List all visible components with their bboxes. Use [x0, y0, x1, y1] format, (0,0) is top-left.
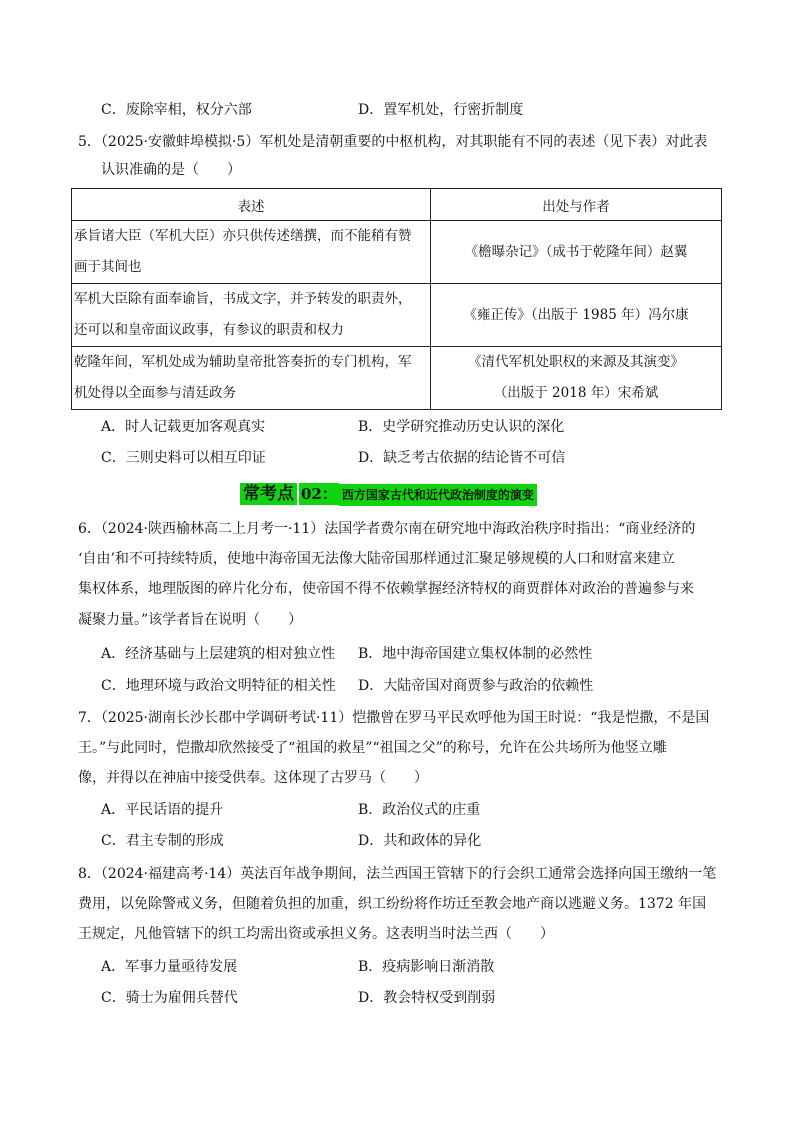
- q6-stem-line3: 集权体系，地理版图的碎片化分布，使帝国不得不依赖掌握经济特权的商贾群体对政治的普遍参与来: [78, 581, 694, 597]
- table-row: [72, 347, 722, 410]
- table-header-row: [72, 189, 722, 221]
- section-heading: [240, 481, 537, 507]
- section-number: 02：: [301, 485, 337, 503]
- option-c-top: C．废除宰相，权分六部: [101, 102, 252, 118]
- option-d-top: D．置军机处，行密折制度: [358, 102, 524, 118]
- table-cell-statement: 军机大臣除有面奉谕旨，书成文字，并予转发的职责外， 还可以和皇帝面议政事，有参议的职责和权力: [72, 284, 431, 347]
- table-cell-statement: 承旨诸大臣（军机大臣）亦只供传述缮撰，而不能稍有赞 画于其间也: [72, 221, 431, 284]
- q5-option-d: D．缺乏考古依据的结论皆不可信: [358, 450, 566, 466]
- q6-stem-line2: ‘自由’和不可持续特质，使地中海帝国无法像大陆帝国那样通过汇聚足够规模的人口和财富来建立: [78, 551, 675, 567]
- q8-option-b: B．疫病影响日渐消散: [358, 959, 495, 975]
- q8-option-d: D．教会特权受到削弱: [358, 990, 496, 1006]
- q8-option-c: C．骑士为雇佣兵替代: [101, 990, 238, 1006]
- q6-stem-line1: 6．（2024·陕西榆林高二上月考一·11）法国学者费尔南在研究地中海政治秩序时指出：“商业经济的: [78, 521, 696, 537]
- table-cell-statement: 乾隆年间，军机处成为辅助皇帝批答奏折的专门机构，军 机处得以全面参与清廷政务: [72, 347, 431, 410]
- q6-option-b: B．地中海帝国建立集权体制的必然性: [358, 646, 593, 662]
- q7-option-a: A．平民话语的提升: [101, 802, 224, 818]
- q6-stem-line4: 凝聚力量。”该学者旨在说明（ ）: [78, 612, 303, 628]
- q7-stem-line1: 7．（2025·湖南长沙长郡中学调研考试·11）恺撒曾在罗马平民欢呼他为国王时说：“我是恺撒，不是国: [78, 710, 710, 726]
- q8-stem-line2: 费用，以免除警戒义务，但随着负担的加重，织工纷纷将作坊迁至教会地产商以逃避义务。1372 年国: [78, 896, 707, 912]
- table-cell-source: 《檐曝杂记》（成书于乾隆年间）赵翼: [431, 221, 722, 284]
- table-cell-source: 《雍正传》（出版于 1985 年）冯尔康: [431, 284, 722, 347]
- q7-option-b: B．政治仪式的庄重: [358, 802, 481, 818]
- q5-stem-line1: 5．（2025·安徽蚌埠模拟·5）军机处是清朝重要的中枢机构，对其职能有不同的表述（见下表）对此表: [78, 134, 708, 150]
- table-cell-source: 《清代军机处职权的来源及其演变》 （出版于 2018 年）宋希斌: [431, 347, 722, 410]
- q7-option-c: C．君主专制的形成: [101, 833, 224, 849]
- q7-stem-line3: 像，并得以在神庙中接受供奉。这体现了古罗马（ ）: [78, 770, 428, 786]
- q8-option-a: A．军事力量亟待发展: [101, 959, 238, 975]
- q6-option-c: C．地理环境与政治文明特征的相关性: [101, 678, 336, 694]
- q5-option-b: B．史学研究推动历史认识的深化: [358, 419, 565, 435]
- q5-option-c: C．三则史料可以相互印证: [101, 450, 266, 466]
- q5-option-a: A．时人记载更加客观真实: [101, 419, 266, 435]
- q7-option-d: D．共和政体的异化: [358, 833, 482, 849]
- table-row: [72, 221, 722, 284]
- section-title: 西方国家古代和近代政治制度的演变: [339, 484, 537, 506]
- q5-stem-line2: 认识准确的是（ ）: [101, 162, 241, 178]
- table-header-source: 出处与作者: [431, 189, 722, 221]
- q8-stem-line1: 8．（2024·福建高考·14）英法百年战争期间，法兰西国王管辖下的行会织工通常会选择向国王缴纳一笔: [78, 866, 717, 882]
- q7-stem-line2: 王。”与此同时，恺撒却欣然接受了“祖国的救星”“祖国之父”的称号，允许在公共场所为他竖立雕: [78, 740, 667, 756]
- q8-stem-line3: 王规定，凡他管辖下的织工均需出资或承担义务。这表明当时法兰西（ ）: [78, 926, 554, 942]
- table-header-statement: 表述: [72, 189, 431, 221]
- q5-source-table: [71, 188, 722, 410]
- section-tag: 常考点: [240, 483, 297, 505]
- table-row: [72, 284, 722, 347]
- q6-option-d: D．大陆帝国对商贾参与政治的依赖性: [358, 678, 594, 694]
- q6-option-a: A．经济基础与上层建筑的相对独立性: [101, 646, 336, 662]
